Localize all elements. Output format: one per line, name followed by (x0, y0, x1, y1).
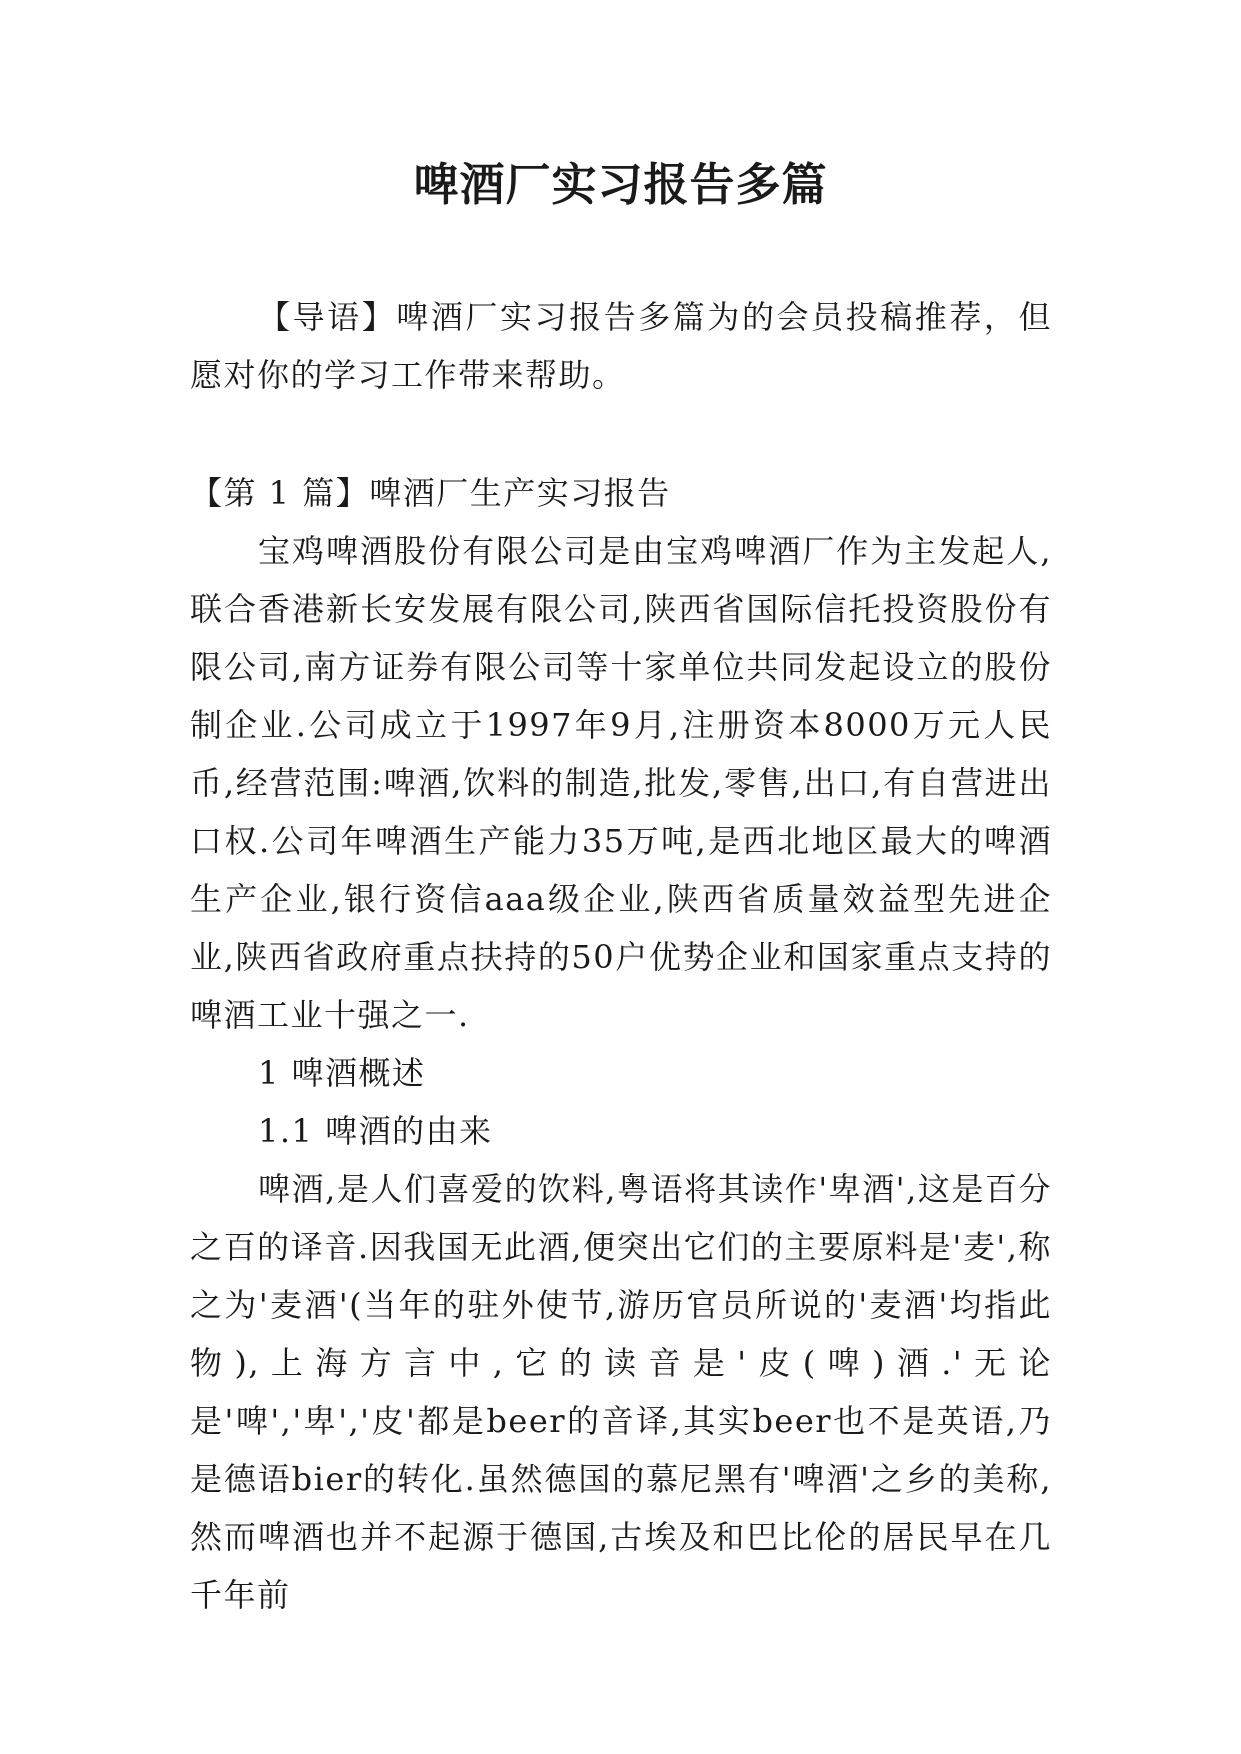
intro-paragraph: 【导语】啤酒厂实习报告多篇为的会员投稿推荐，但愿对你的学习工作带来帮助。 (190, 298, 1052, 394)
section-body (190, 522, 1052, 1624)
subheading-origin: 1.1 啤酒的由来 (258, 1112, 493, 1150)
company-paragraph: 宝鸡啤酒股份有限公司是由宝鸡啤酒厂作为主发起人,联合香港新长安发展有限公司,陕西省国际信托投资股份有限公司,南方证券有限公司等十家单位共同发起设立的股份制企业.公司成立于1997年9月,注册资本8000万元人民币,经营范围:啤酒,饮料的制造,批发,零售,出口,有自营进出口权.公司年啤酒生产能力35万吨,是西北地区最大的啤酒生产企业,银行资信aaa级企业,陕西省质量效益型先进企业,陕西省政府重点扶持的50户优势企业和国家重点支持的啤酒工业十强之一. (190, 532, 1052, 1034)
section-heading: 【第 1 篇】啤酒厂生产实习报告 (190, 474, 671, 512)
subheading-overview: 1 啤酒概述 (258, 1054, 426, 1092)
document-title: 啤酒厂实习报告多篇 (413, 158, 828, 211)
origin-paragraph: 啤酒,是人们喜爱的饮料,粤语将其读作'卑酒',这是百分之百的译音.因我国无此酒,便突出它们的主要原料是'麦',称之为'麦酒'(当年的驻外使节,游历官员所说的'麦酒'均指此物),上海方言中,它的读音是'皮(啤)酒.'无论是'啤','卑','皮'都是beer的音译,其实beer也不是英语,乃是德语bier的转化.虽然德国的慕尼黑有'啤酒'之乡的美称,然而啤酒也并不起源于德国,古埃及和巴比伦的居民早在几千年前 (190, 1170, 1052, 1614)
